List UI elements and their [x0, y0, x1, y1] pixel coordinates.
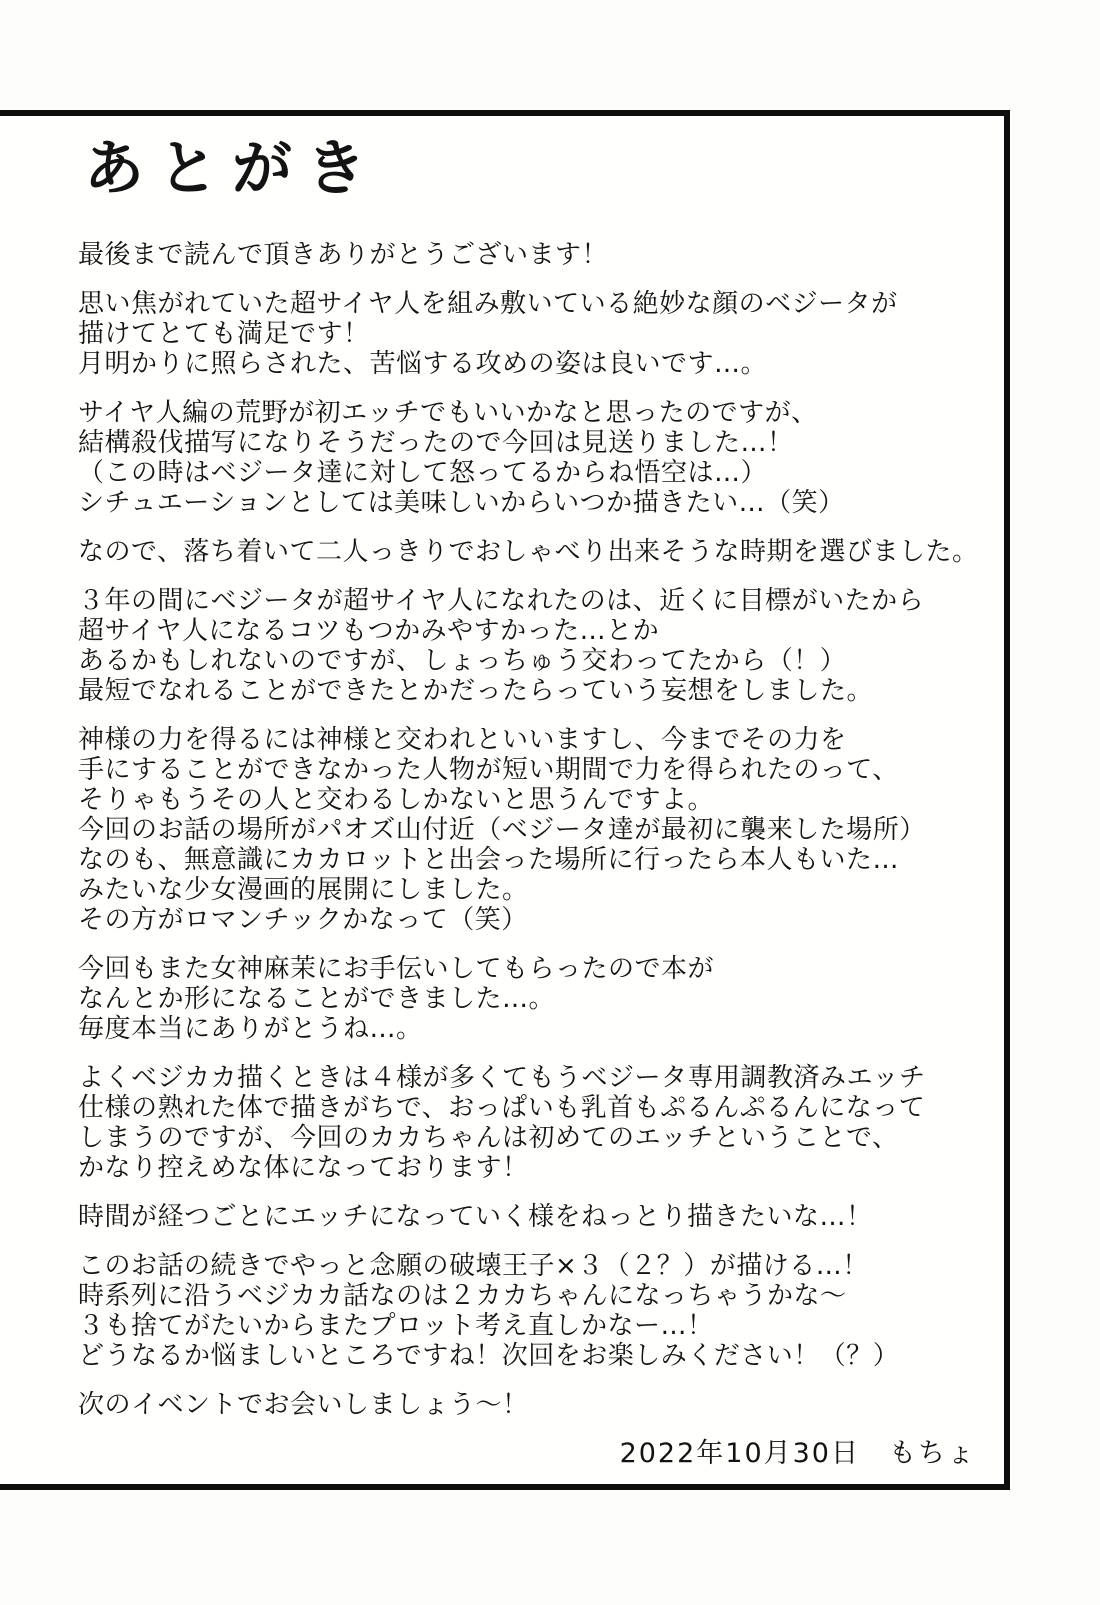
text-line: 思い焦がれていた超サイヤ人を組み敷いている絶妙な顔のベジータが	[78, 289, 898, 319]
paragraph-thanks	[78, 240, 1004, 270]
text-line: そりゃもうその人と交わるしかないと思うんですよ。	[78, 785, 715, 815]
text-line: 描けてとても満足です！	[78, 319, 370, 349]
text-line: よくベジカカ描くときは４様が多くてもうベジータ専用調教済みエッチ	[78, 1063, 926, 1093]
text-line: 次のイベントでお会いしましょう～！	[78, 1390, 529, 1420]
text-line: その方がロマンチックかなって（笑）	[78, 905, 528, 935]
text-line: 手にすることができなかった人物が短い期間で力を得られたのって、	[78, 755, 899, 785]
paragraph-satisfaction	[78, 289, 1004, 379]
text-line: あるかもしれないのですが、しょっちゅう交わってたから（！）	[78, 646, 847, 676]
page-frame	[0, 110, 1010, 1490]
text-line: ３も捨てがたいからまたプロット考え直しかなー…！	[78, 1311, 714, 1341]
text-line: 月明かりに照らされた、苦悩する攻めの姿は良いです…。	[78, 349, 768, 379]
text-line: なのも、無意識にカカロットと出会った場所に行ったら本人もいた…	[78, 845, 899, 875]
paragraph-farewell	[78, 1390, 1004, 1420]
text-line: 時系列に沿うベジカカ話なのは２カカちゃんになっちゃうかな～	[78, 1281, 847, 1311]
text-line: このお話の続きでやっと念願の破壊王子×３（２？）が描ける…！	[78, 1251, 869, 1281]
paragraph-body-depiction	[78, 1063, 1004, 1183]
paragraph-helper-thanks	[78, 954, 1004, 1044]
text-line: 毎度本当にありがとうね…。	[78, 1014, 423, 1044]
text-line: 結構殺伐描写になりそうだったので今回は見送りました…！	[78, 428, 794, 458]
text-line: 最短でなれることができたとかだったらっていう妄想をしました。	[78, 676, 874, 706]
page-title: あとがき	[84, 134, 380, 204]
text-line: なんとか形になることができました…。	[78, 984, 556, 1014]
text-line: 神様の力を得るには神様と交われといいますし、今までその力を	[78, 725, 847, 755]
text-line: （この時はベジータ達に対して怒ってるからね悟空は…）	[78, 458, 768, 488]
text-line: 今回もまた女神麻茉にお手伝いしてもらったので本が	[78, 954, 715, 984]
paragraph-next-plans	[78, 1251, 1004, 1371]
paragraph-saiyan-arc	[78, 398, 1004, 518]
text-line: なので、落ち着いて二人っきりでおしゃべり出来そうな時期を選びました。	[78, 537, 979, 567]
text-line: みたいな少女漫画的展開にしました。	[78, 875, 529, 905]
text-line: サイヤ人編の荒野が初エッチでもいいかなと思ったのですが、	[78, 398, 818, 428]
text-line: 超サイヤ人になるコツもつかみやすかった…とか	[78, 616, 660, 646]
paragraph-wish	[78, 1202, 1004, 1232]
text-line: かなり控えめな体になっております！	[78, 1153, 529, 1183]
text-line: シチュエーションとしては美味しいからいつか描きたい…（笑）	[78, 488, 845, 518]
paragraph-gods-power	[78, 725, 1004, 935]
paragraph-setting-choice	[78, 537, 1004, 567]
text-line: 時間が経つごとにエッチになっていく様をねっとり描きたいな…！	[78, 1202, 873, 1232]
text-line: 仕様の熟れた体で描きがちで、おっぱいも乳首もぷるんぷるんになって	[78, 1093, 926, 1123]
date-signature: 2022年10月30日 もちょ	[619, 1438, 976, 1469]
text-line: ３年の間にベジータが超サイヤ人になれたのは、近くに目標がいたから	[78, 586, 925, 616]
paragraph-three-years	[78, 586, 1004, 706]
text-line: どうなるか悩ましいところですね！次回をお楽しみください！（？）	[78, 1341, 900, 1371]
text-line: しまうのですが、今回のカカちゃんは初めてのエッチということで、	[78, 1123, 899, 1153]
text-line: 最後まで読んで頂きありがとうございます！	[78, 240, 609, 270]
text-line: 今回のお話の場所がパオズ山付近（ベジータ達が最初に襲来した場所）	[78, 815, 926, 845]
